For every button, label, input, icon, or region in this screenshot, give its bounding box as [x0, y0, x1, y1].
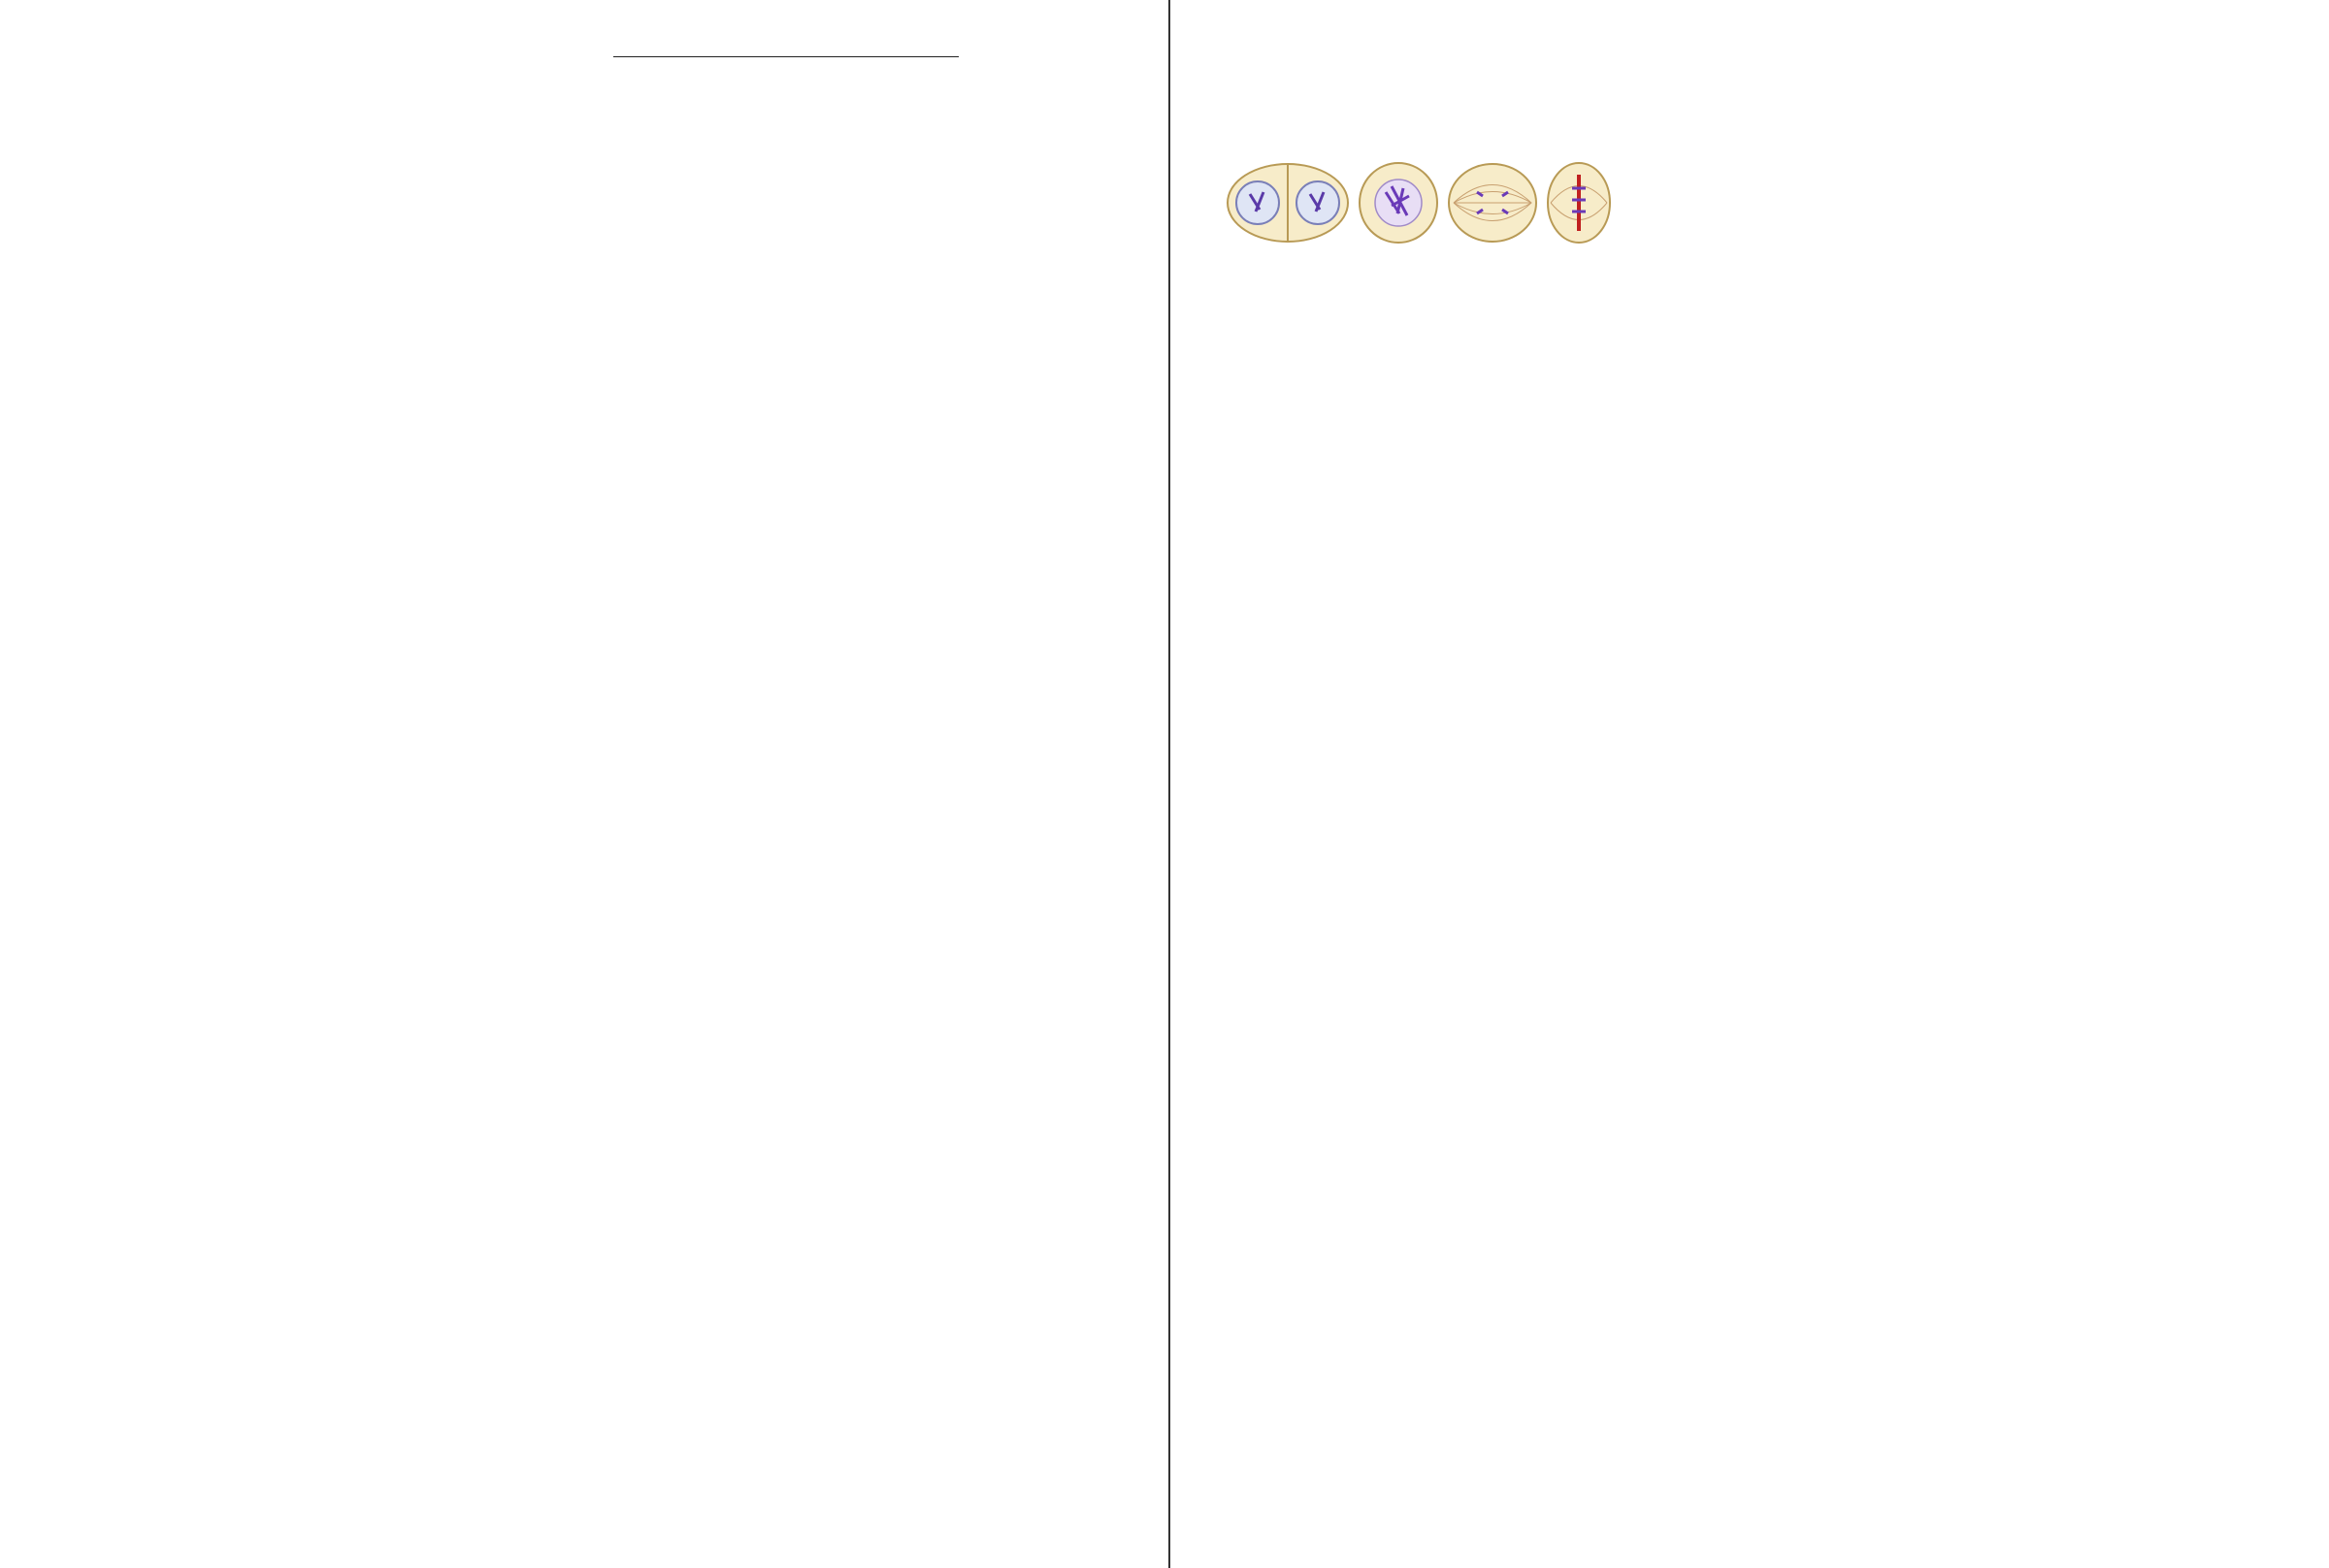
- stage-4-image: [1545, 159, 1613, 246]
- question-6: [613, 260, 1128, 287]
- stage-2-image: [1357, 159, 1440, 246]
- stage-2: [1357, 159, 1440, 246]
- column-3: [1225, 35, 1739, 246]
- option-b[interactable]: [613, 122, 1128, 149]
- question-5: [613, 37, 1128, 243]
- question-15: [1225, 159, 1739, 246]
- stage-3: [1446, 159, 1539, 246]
- stage-3-image: [1446, 159, 1539, 246]
- header-line-3b: [54, 37, 118, 60]
- column-1: [54, 35, 549, 93]
- page-divider: [1168, 0, 1170, 1568]
- header-line-3: [54, 35, 549, 62]
- option-d[interactable]: [613, 215, 1128, 243]
- blank-header: [613, 37, 1128, 64]
- question-6-answers: [613, 260, 1128, 287]
- option-a[interactable]: [613, 76, 1128, 103]
- stage-1: [1225, 159, 1351, 246]
- option-c[interactable]: [613, 169, 1128, 196]
- stage-1-image: [1225, 159, 1351, 246]
- header: [54, 35, 549, 62]
- mitosis-stages-figure: [1225, 159, 1739, 246]
- stage-4: [1545, 159, 1613, 246]
- column-2: [613, 35, 1128, 312]
